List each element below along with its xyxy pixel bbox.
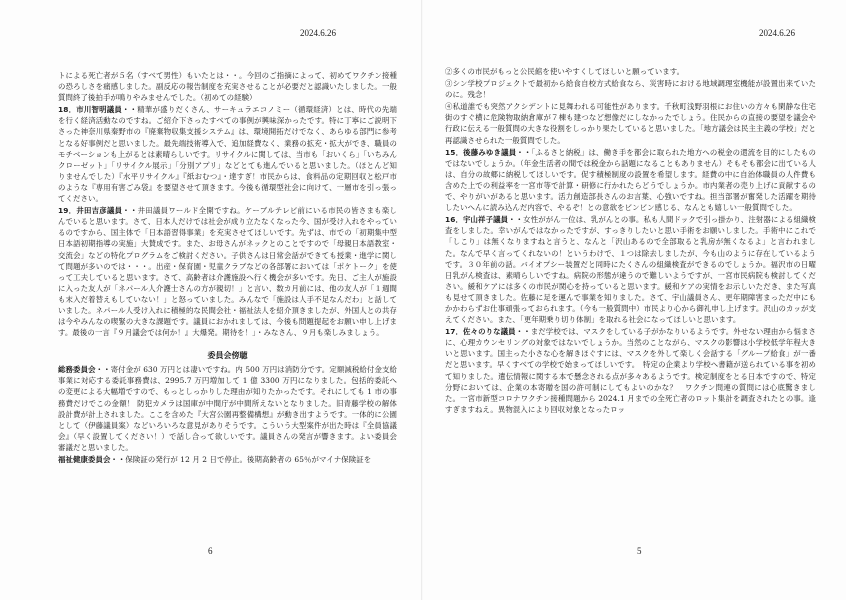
left-page-body xyxy=(58,70,397,465)
paragraph xyxy=(58,104,397,204)
paragraph xyxy=(445,147,816,214)
right-page xyxy=(423,0,846,600)
paragraph-text: 「ふるさと納税」は、働き手を都会に取られた地方への税金の還流を目的にしたものではないでしょうか。（年金生活者の間では税金から話題になることもありません）そもそも都会に出ている人は、自分の故郷に納税してほしいです。促す積極制度の設置を希望します。経費の中に自治体職員の人件費も含めた上での利益率を一宮市等で計算・研修に行かれたらどうでしょうか。市内業者の売り上げに貢献するので、やりがいがあると思います。活力創造部長さんのお言葉、心強いですね。担当部署が奮発した活躍を期待したいへんに読み込んだ内容で、やるぞ！との意欲をビンビン感じる、なんとも嬉しい一般質問でした。 xyxy=(445,147,816,213)
paragraph xyxy=(58,364,397,453)
paragraph-text: 寄付金が 630 万円とは凄いですね。内 500 万円は消防分です。定額減税給付金支給事業に対応する委託事務費は、2995.7 万円増加して 1 億 3300 万円になりました。包括的委託への変更による大幅増ですので、もっとしっかりした理由が知りたかったです。それにしても 1 市の事務費だけでこの金額！ 防犯カメラは国庫が中間庁が中間所えないとなりました。旧青藤学校の解体設計費が計上されました。ここを含めた『大宮公園再整備構想』が動き出すようです。一体的に公園として（伊藤議員案）などいろいろな意見がありそうです。こういう大型案件が出た時は『全員協議会』（早く設置してください！）で話し合って欲しいです。議員さんの発言が響きます。よい委員会審議だと思いました。 xyxy=(58,365,397,452)
speaker-heading: 15．後藤みゆき議員・・ xyxy=(445,147,532,157)
page-number: 6 xyxy=(208,546,213,556)
paragraph xyxy=(445,78,816,100)
paragraph-text: まだ学校では、マスクをしている子がかなりいるようです。外せない理由から悩まさに、心理カウンセリングの対象ではないでしょうか。当然のことながら、マスクの影響は小学校低学年程大きいと思います。国主った小さな心を解きほぐすには、マスクを外して楽しく会話する「グループ給食」が一番だと思います。早くすべての学校で始まってほしいです。 特定の企業より学校へ書籍が送られている事を初めて知りました。遺伝情報に関する本で懸念される点が多々あるようです。検定制度をとる日本ですので、特定分野においては、企業の本寄贈を国の許可制にしてもよいのかな？ ワクチン問連の質問には心底驚きました。一宮市新型コロナワクチン接種問題から 2024.1 月までの全死亡者のロット集計を調査されたとの事。逢すぎますねえ。異物混入により回収対象となったロッ xyxy=(445,327,816,414)
speaker-heading: 18．市川智明議員・・ xyxy=(58,105,138,115)
speaker-heading: 19．井田吉彦議員・・ xyxy=(58,206,138,216)
right-page-body xyxy=(445,66,816,415)
paragraph xyxy=(58,205,397,338)
paragraph xyxy=(445,66,816,77)
paragraph-text: ②多くの市民がもっと公民館を使いやすくしてほしいと願っています。 xyxy=(445,67,685,76)
paragraph xyxy=(58,454,397,465)
paragraph xyxy=(445,101,816,145)
committee-heading: 総務委員会・・ xyxy=(58,365,111,375)
paragraph xyxy=(58,70,397,103)
section-title: 委員会傍聴 xyxy=(207,351,248,361)
paragraph-text: 井田議員ワールド全開ですね。ケーブルテレビ前にいる市民の皆さまも楽しんでいると思います。さて、日本人だけでは社会が成り立たなくなった今、国が受け入れをやっているのですから、国主体で「日本語習得事業」を充実させてほしいです。先ずは、市での「初期集中型日本語初期指導の実施」大賛成です。また、お母さんがネックとのことですので「母親日本語教室・交流会」などの特化プログラムをご検討ください。子供さんは日常会話ができても授業・進学に関して問題が多いのでは・・・。出産・保育園・児童クラブなどの各部署においては「ポケトーク」を使って工夫していると思います。さて、高齢者は介護施設へ行く機会が多いです。先日、ご主人が施設に入った友人が「ネパール人介護士さんの方が親切！」と言い、数カ月前には、他の友人が「１週間も末入だ着替えもしていない！」と怒っていました。みんなで「施設は人手不足なんだわ」と話していました。ネパール人受け入れに積極的な民間会社・福祉法人を紹介頂きましたが、外国人との共存は今やみんなの喫緊の大きな課題です。議員におかれましては、今後も問題提起をお願い申し上げます。最後の一言『９月議会では何か！』大爆発。期待を！」・みなさん、９月も楽しみましょう。 xyxy=(58,206,397,338)
paragraph-text: トによる死亡者が５名（すべて男性）もいたとは・・。今回のご指摘によって、初めてワクチン接種の恐ろしさを痛感しました。副反応の報告制度を充実させることが必要だと認識いたしました。一般質問終了後拍手が鳴りやみませんでした。（初めての経験） xyxy=(58,71,397,103)
page-date: 2024.6.26 xyxy=(300,28,336,38)
page-date: 2024.6.26 xyxy=(759,28,795,38)
paragraph xyxy=(445,326,816,415)
speaker-heading: 17．佐々のりな議員・・ xyxy=(445,327,531,337)
page-number: 5 xyxy=(637,546,642,556)
committee-heading: 福祉健康委員会・・ xyxy=(58,455,126,464)
paragraph-text: ③シン学校プロジェクトで最初から給食自校方式給食なら、災害時における地域調理室機能が設置出来ていたのに。残念！ xyxy=(445,79,816,100)
speaker-heading: 16．宇山祥子議員・・ xyxy=(445,215,524,225)
paragraph-text: 精華が盛りだくさん、サーキュラエコノミー（循環経済）とは、時代の先端を行く経済活動なのですね。ご紹介下さったすべての事例が興味深かったです。特に丁寧にご説明下さった神奈川県秦野市の『廃棄物収集支援システム』は、環境開拓だけでなく、あらゆる部門に参考となる好事例だと思いました。最先端技術導入で、追加経費なく、業務の拡充・拡大ができ、職員のモチベーションも上がるとは素晴らしいです。リサイクルに関しては、当市も「おいくら」「いちみんクローゼット」「リサイクル展示」「分別アプリ」などとても進んでいると思いました。（ほとんど知りませんでした）『水平リサイクル』『紙おむつ』・達すぎ！市民からは、食料品の定期回収と松戸市のような『専用有害ごみ袋』を要望させて頂きます。今後も循環型社会に向けて、一層市を引っ張ってください。 xyxy=(58,105,397,204)
paragraph-text: ④私道誰でも突然アクシデントに見舞われる可能性があります。千秋町浅野羽根にお住いの方々も閑静な住宅街のすぐ横に危険物取納倉庫が７棟も建つなど想像だにしなかったでしょう。住民からの直接の要望を議会や行政に伝える一般質問の大きな役割をしっかり果たしていると思いました。「地方議会は民主主義の学校」だと再認識させられた一般質問でした。 xyxy=(445,102,816,145)
paragraph-text: 女性ががん一位は、乳がんとの事。私も人間ドックで引っ掛かり、注射器による組織検査をしました。幸いがんではなかったですが、すっきりしたいと思い手術をお願いしました。手術中にこれで「しこり」は無くなりますねと言うと、なんと「沢山あるので全部取ると乳房が無くなるよ」と言われました。なんで早く言ってくれないの！というわけで、１つは除去しましたが、今も山のように存在しているようです。３０年前の話。バイオプシー装置だと同時にたくさんの組織検査ができるのでしょうか。福沢市の日曜日乳がん検査は、素晴らしいですね。病院の形態が違うので難しいようですが、一宮市民病院も検討してください。緩和ケアには多くの市民が関心を持っていると思います。緩和ケアの実情をお示しいただき、また写真も見せて頂きました。佐藤に足を運んで事業を知りました。さて、宇山議員さん、更年期障害まっただ中にもかかわらずお仕事頑張っておられます。（今も一般質問中）市民より心から御礼申し上げます。沢山のカッが支えてください。また、「更年期乗り切り体制」を取れる社会になってほしいと思います。 xyxy=(445,215,817,325)
paragraph xyxy=(445,214,816,325)
paragraph-text: 保険証の発行が 12 月 2 日で停止。後期高齢者の 65％がマイナ保険証を xyxy=(125,455,372,464)
